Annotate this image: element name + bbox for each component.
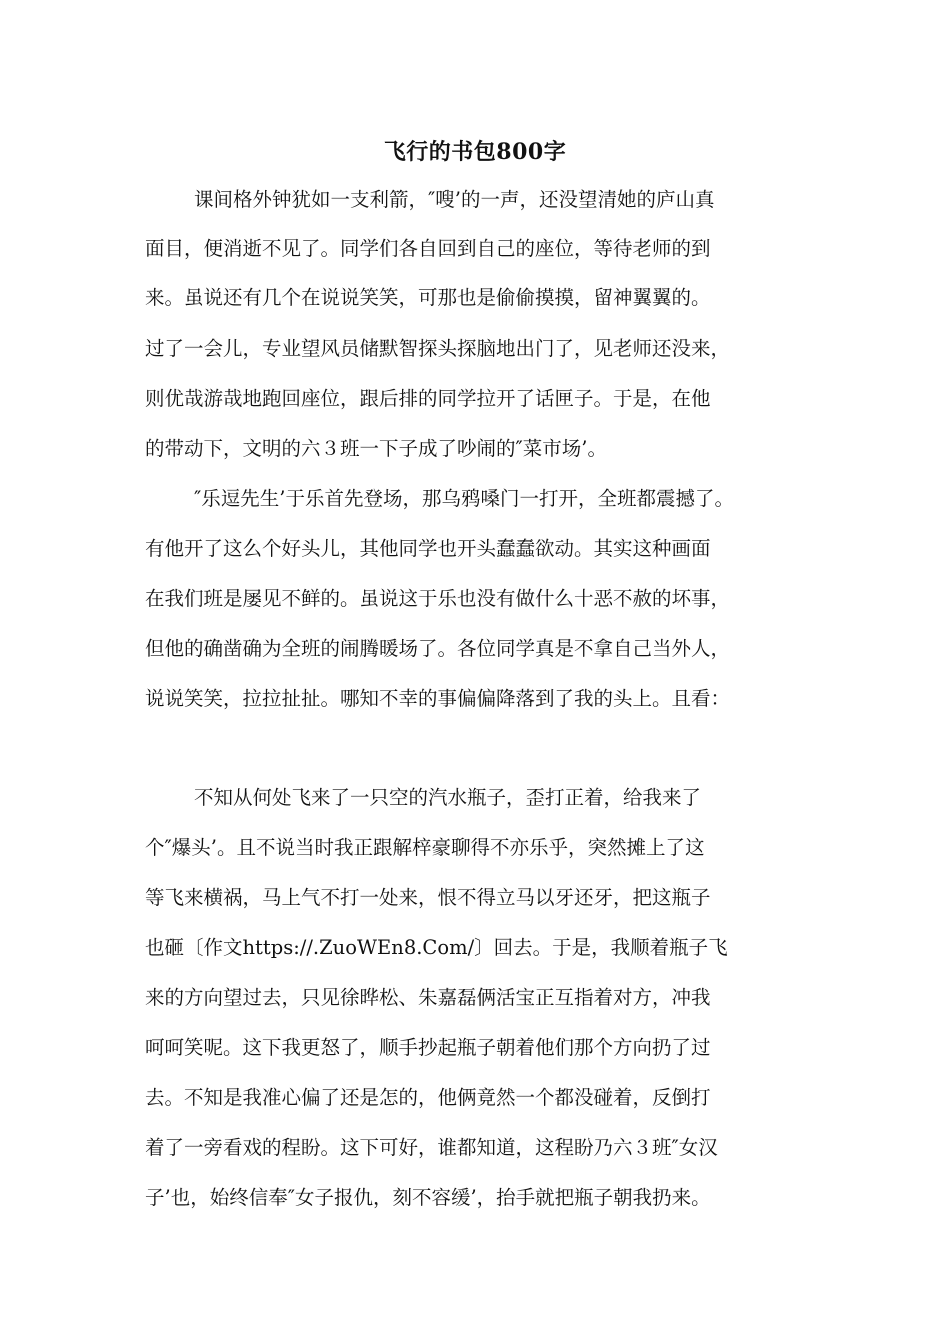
paragraph-3-line-9: 子’也，始终信奉″女子报仇，刻不容缓’，抬手就把瓶子朝我扔来。 <box>145 1186 711 1209</box>
paragraph-2-line-5: 说说笑笑，拉拉扯扯。哪知不幸的事偏偏降落到了我的头上。且看： <box>145 687 731 710</box>
paragraph-3-line-3: 等飞来横祸，马上气不打一处来，恨不得立马以牙还牙，把这瓶子 <box>145 886 711 909</box>
paragraph-3-line-6: 呵呵笑呢。这下我更怒了，顺手抄起瓶子朝着他们那个方向扔了过 <box>145 1036 711 1059</box>
paragraph-3-line-1: 不知从何处飞来了一只空的汽水瓶子，歪打正着，给我来了 <box>194 786 702 809</box>
paragraph-1-line-6: 的带动下，文明的六３班一下子成了吵闹的″菜市场’。 <box>145 437 607 460</box>
paragraph-1-line-3: 来。虽说还有几个在说说笑笑，可那也是偷偷摸摸，留神翼翼的。 <box>145 286 711 309</box>
paragraph-1-line-2: 面目，便消逝不见了。同学们各自回到自己的座位，等待老师的到 <box>145 237 711 260</box>
paragraph-2-line-1: ″乐逗先生’于乐首先登场，那乌鸦嗓门一打开，全班都震撼了。 <box>194 487 734 510</box>
paragraph-2-line-2: 有他开了这么个好头儿，其他同学也开头蠢蠢欲动。其实这种画面 <box>145 537 711 560</box>
paragraph-3-line-7: 去。不知是我准心偏了还是怎的，他俩竟然一个都没碰着，反倒打 <box>145 1086 711 1109</box>
paragraph-1-line-4: 过了一会儿，专业望风员储默智探头探脑地出门了，见老师还没来， <box>145 337 731 360</box>
paragraph-3-line-2: 个″爆头’。且不说当时我正跟解梓豪聊得不亦乐乎，突然摊上了这 <box>145 836 705 859</box>
paragraph-3-line-8: 着了一旁看戏的程盼。这下可好，谁都知道，这程盼乃六３班″女汉 <box>145 1136 718 1159</box>
paragraph-1-line-1: 课间格外钟犹如一支利箭，″嗖’的一声，还没望清她的庐山真 <box>194 188 715 211</box>
paragraph-3-line-4: 也砸〔作文https://.ZuoWEn8.Com/〕回去。于是，我顺着瓶子飞 <box>145 936 728 959</box>
paragraph-3-line-5: 来的方向望过去，只见徐晔松、朱嘉磊俩活宝正互指着对方，冲我 <box>145 986 711 1009</box>
paragraph-2-line-4: 但他的确凿确为全班的闹腾暖场了。各位同学真是不拿自己当外人， <box>145 637 731 660</box>
document-title: 飞行的书包800字 <box>383 139 567 165</box>
paragraph-1-line-5: 则优哉游哉地跑回座位，跟后排的同学拉开了话匣子。于是，在他 <box>145 387 711 410</box>
paragraph-2-line-3: 在我们班是屡见不鲜的。虽说这于乐也没有做什么十恶不赦的坏事， <box>145 587 731 610</box>
